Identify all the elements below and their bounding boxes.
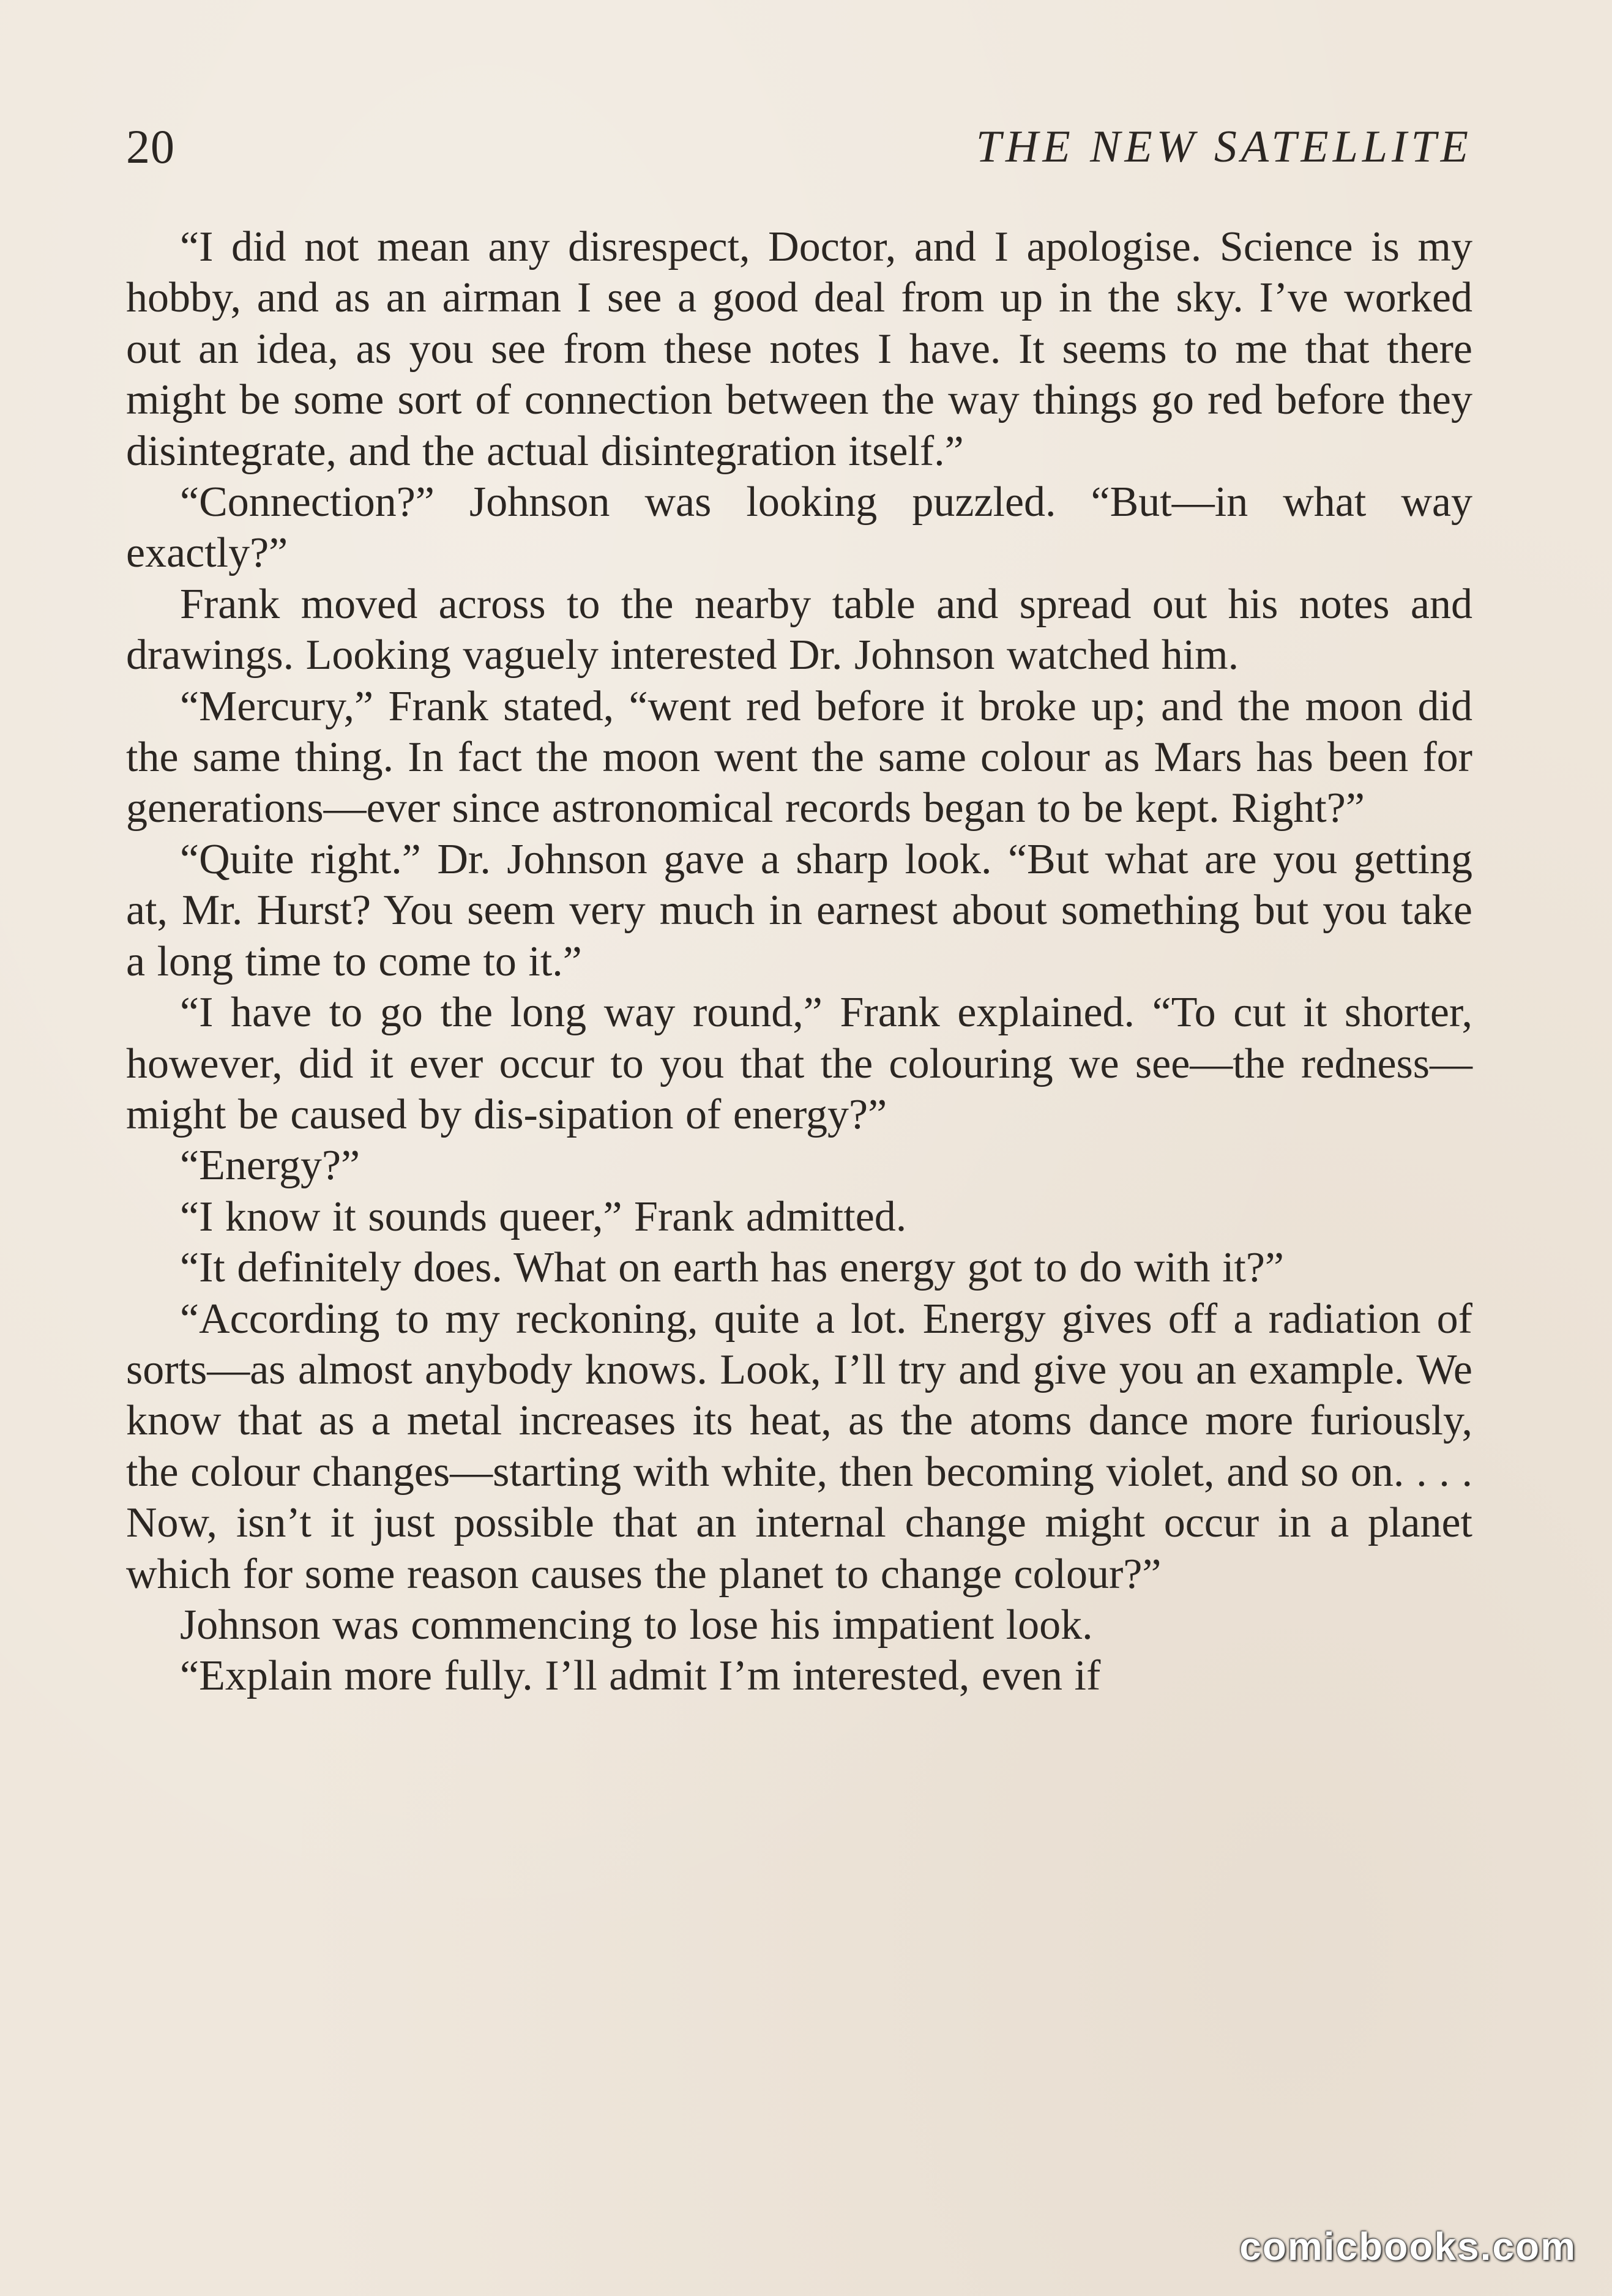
paragraph-notes: Frank moved across to the nearby table and spread out his notes and drawings. Looking vaguely interested Dr. Johnson watched him.: [126, 580, 1472, 679]
paragraph-sounds-queer: “I know it sounds queer,” Frank admitted.: [180, 1193, 907, 1240]
paragraph-explain: “Explain more fully. I’ll admit I’m interested, even if: [180, 1652, 1101, 1700]
paragraph-definitely: “It definitely does. What on earth has energy got to do with it?”: [180, 1244, 1284, 1292]
paragraph-impatient: Johnson was commencing to lose his impatient look.: [180, 1601, 1093, 1649]
paragraph-apology: “I did not mean any disrespect, Doctor, and I apologise. Science is my hobby, and as an airman I see a good deal from up in the sky. I’ve worked out an idea, as you see from these notes I have. It seems to me that there might be some sort of connection between the way things go red before they disintegrate, and the actual disintegration itself.”: [126, 223, 1472, 475]
paragraph-quite-right: “Quite right.” Dr. Johnson gave a sharp look. “But what are you getting at, Mr. Hurst? You seem very much in earnest about something but you take a long time to come to it.”: [126, 835, 1472, 985]
watermark-logo: comicbooks.com: [1239, 2224, 1577, 2268]
paragraph-energy-question: “Energy?”: [180, 1142, 360, 1190]
book-title: THE NEW SATELLITE: [976, 122, 1472, 172]
paragraph-mercury: “Mercury,” Frank stated, “went red before it broke up; and the moon did the same thing. In fact the moon went the same colour as Mars has been for generations—ever since astronomical records began to be kept. Right?”: [126, 682, 1472, 832]
running-head: [126, 116, 1472, 177]
paragraph-long-way: “I have to go the long way round,” Frank explained. “To cut it shorter, however, did it ever occur to you that the colouring we see—the redness—might be caused by dis-sipation of energy?”: [126, 989, 1472, 1138]
paragraph-connection: “Connection?” Johnson was looking puzzled. “But—in what way exactly?”: [126, 479, 1472, 577]
body-text: [126, 222, 1472, 1702]
page-number: 20: [126, 120, 175, 173]
paragraph-reckoning: “According to my reckoning, quite a lot. Energy gives off a radiation of sorts—as almost anybody knows. Look, I’ll try and give you an example. We know that as a metal increases its heat, as the atoms dance more furiously, the colour changes—starting with white, then becoming violet, and so on. . . . Now, isn’t it just possible that an internal change might occur in a planet which for some reason causes the planet to change colour?”: [126, 1295, 1472, 1598]
